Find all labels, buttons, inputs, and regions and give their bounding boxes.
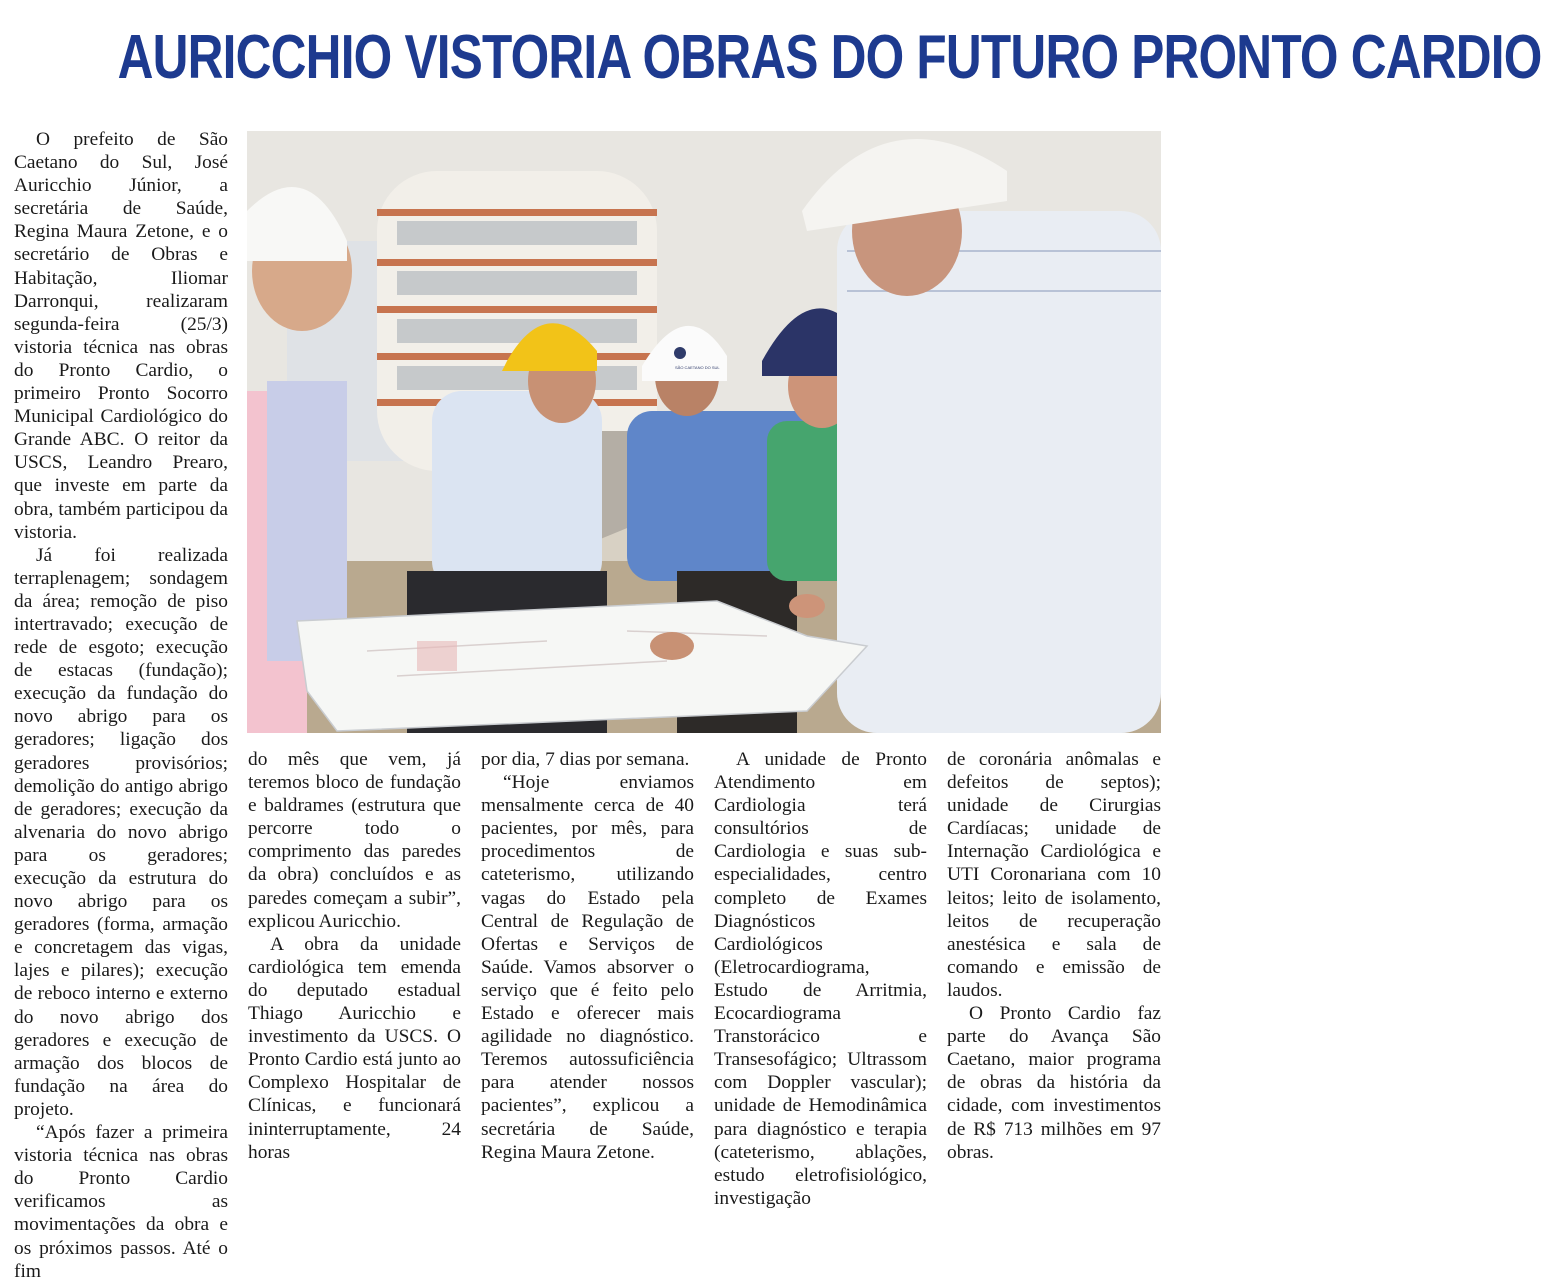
article-photo [247, 131, 1161, 733]
paragraph: A obra da unidade cardiológica tem emenda do deputado estadual Thiago Auricchio e investimento da USCS. O Pronto Cardio está junto ao Complexo Hospitalar de Clínicas, e funcionará ininterruptamente, 24 horas [248, 933, 461, 1163]
hand [650, 632, 694, 660]
paragraph: de coronária anômalas e defeitos de septos); unidade de Cirurgias Cardíacas; unidade de Internação Cardiológica e UTI Coronariana com 10 leitos; leito de isolamento, leitos de recuperação anestésica e sala de comando e emissão de laudos. [947, 749, 1161, 1001]
article-column-2 [248, 748, 461, 1164]
paragraph: “Hoje enviamos mensalmente cerca de 40 pacientes, por mês, para procedimentos de cateterismo, utilizando vagas do Estado pela Central de Regulação de Ofertas e Serviços de Saúde. Vamos absorver o serviço que é feito pelo Estado e oferecer mais agilidade no diagnóstico. Teremos autossuficiência para atender nossos pacientes”, explicou a secretária de Saúde, Regina Maura Zetone. [481, 772, 694, 1163]
helmet-crest [674, 347, 686, 359]
article-column-4 [714, 748, 927, 1210]
paragraph: “Após fazer a primeira vistoria técnica nas obras do Pronto Cardio verificamos as movimentações da obra e os próximos passos. Até o fim [14, 1122, 228, 1282]
paragraph: do mês que vem, já teremos bloco de fundação e baldrames (estrutura que percorre todo o comprimento das paredes da obra) concluídos e as paredes começam a subir”, explicou Auricchio. [248, 749, 461, 932]
article-column-3 [481, 748, 694, 1164]
paragraph: Já foi realizada terraplenagem; sondagem da área; remoção de piso intertravado; execução de rede de esgoto; execução de estacas (fundação); execução da fundação do novo abrigo para os geradores; ligação dos geradores provisórios; demolição do antigo abrigo de geradores; execução da alvenaria do novo abrigo para os geradores; execução da estrutura do novo abrigo para os geradores (forma, armação e concretagem das vigas, lajes e pilares); execução de reboco interno e externo do novo abrigo dos geradores e execução de armação dos blocos de fundação na área do projeto. [14, 544, 228, 1120]
headline: AURICCHIO VISTORIA OBRAS DO FUTURO PRONTO CARDIO [117, 23, 1542, 92]
construction-site-photo [247, 131, 1161, 733]
hand [789, 594, 825, 618]
paragraph: O Pronto Cardio faz parte do Avança São Caetano, maior programa de obras da história da cidade, com investimentos de R$ 713 milhões em 97 obras. [947, 1003, 1161, 1163]
paragraph: A unidade de Pronto Atendimento em Cardiologia terá consultórios de Cardiologia e suas sub-especialidades, centro completo de Exames Diagnósticos Cardiológicos (Eletrocardiograma, Estudo de Arritmia, Ecocardiograma Transtorácico e Transesofágico; Ultrassom com Doppler vascular); unidade de Hemodinâmica para diagnóstico e terapia (cateterismo, ablações, estudo eletrofisiológico, investigação [714, 749, 927, 1209]
article-column-5 [947, 748, 1161, 1164]
helmet-badge-text: SÃO CAETANO DO SUL [675, 365, 720, 370]
paragraph: por dia, 7 dias por semana. [481, 749, 690, 770]
article-column-1 [14, 128, 228, 1283]
paragraph: O prefeito de São Caetano do Sul, José Auricchio Júnior, a secretária de Saúde, Regina Maura Zetone, e o secretário de Obras e Habitação, Iliomar Darronqui, realizaram segunda-feira (25/3) vistoria técnica nas obras do Pronto Cardio, o primeiro Pronto Socorro Municipal Cardiológico do Grande ABC. O reitor da USCS, Leandro Prearo, que investe em parte da obra, também participou da vistoria. [14, 129, 228, 543]
